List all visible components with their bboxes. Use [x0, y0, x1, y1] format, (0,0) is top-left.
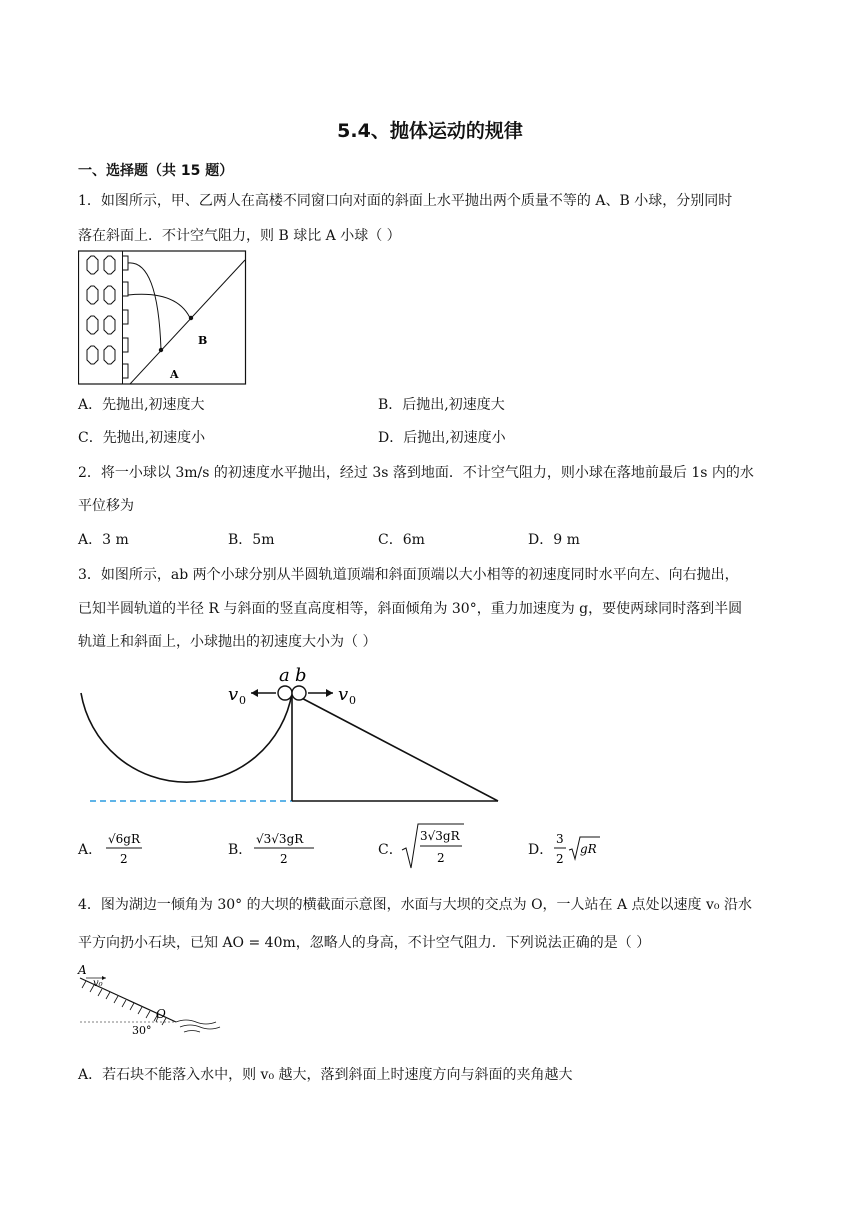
- q4-stem-line1: 4．图为湖边一倾角为 30° 的大坝的横截面示意图，水面与大坝的交点为 O，一人站在 A 点处以速度 v₀ 沿水: [78, 897, 752, 913]
- q4-option-a: A．若石块不能落入水中，则 v₀ 越大，落到斜面上时速度方向与斜面的夹角越大: [78, 1067, 573, 1083]
- q4-stem-line2: 平方向扔小石块，已知 AO = 40m，忽略人的身高，不计空气阻力．下列说法正确的是（ ）: [78, 935, 651, 951]
- q3-opt-a-num: √6gR: [108, 832, 140, 846]
- q1-label-a: A: [170, 368, 179, 381]
- q3-label-b: b: [295, 665, 307, 686]
- q3-opt-c-den: 2: [437, 851, 445, 865]
- q3-opt-c-num: 3√3gR: [420, 829, 460, 843]
- q1-ball-b: [189, 316, 193, 320]
- q3-stem-line3: 轨道上和斜面上，小球抛出的初速度大小为（ ）: [78, 634, 377, 650]
- q3-option-a-formula: [102, 826, 146, 870]
- q3-label-v-left-sub: 0: [239, 694, 246, 707]
- q1-label-b: B: [198, 334, 208, 347]
- q3-semicircle-track: [81, 693, 292, 782]
- page-title: 5.4、抛体运动的规律: [337, 120, 523, 142]
- q2-option-a: A．3 m: [78, 532, 129, 548]
- q3-stem-line2: 已知半圆轨道的半径 R 与斜面的竖直高度相等，斜面倾角为 30°，重力加速度为 g，要使两球同时落到半圆: [78, 601, 743, 617]
- q3-option-c-letter: C．: [378, 842, 403, 858]
- q1-option-d: D．后抛出,初速度小: [378, 430, 506, 446]
- q2-stem-line1: 2．将一小球以 3m/s 的初速度水平抛出，经过 3s 落到地面．不计空气阻力，则小球在落地前最后 1s 内的水: [78, 465, 754, 481]
- q3-stem-line1: 3．如图所示，ab 两个小球分别从半圆轨道顶端和斜面顶端以大小相等的初速度同时水平向左、向右抛出，: [78, 567, 739, 583]
- q4-water-wave-1: [176, 1020, 216, 1024]
- q3-ball-b: [292, 686, 306, 700]
- q3-arrowhead-left: [251, 689, 258, 697]
- q3-opt-b-den: 2: [280, 852, 288, 866]
- q1-trajectory-a: [128, 263, 161, 350]
- q4-label-a: A: [78, 963, 87, 977]
- q2-option-c: C．6m: [378, 532, 425, 548]
- q1-ball-a: [159, 348, 163, 352]
- q1-building: [79, 251, 123, 384]
- q1-incline: [130, 260, 245, 384]
- q1-figure-frame: [79, 251, 246, 384]
- q4-label-v0: v₀: [93, 978, 103, 989]
- q1-figure: [78, 250, 248, 386]
- q1-stem-line2: 落在斜面上．不计空气阻力，则 B 球比 A 小球（ ）: [78, 228, 401, 244]
- q3-opt-a-den: 2: [120, 852, 128, 866]
- q4-water-wave-2: [180, 1025, 220, 1029]
- q4-figure: [76, 962, 226, 1036]
- q3-option-d-formula: [552, 826, 602, 870]
- q3-figure: [78, 662, 508, 810]
- q3-label-v-right: v: [338, 684, 349, 705]
- q4-label-angle: 30°: [132, 1024, 152, 1036]
- q3-opt-b-num: √3√3gR: [256, 832, 304, 846]
- q1-trajectory-b: [128, 294, 191, 320]
- section-heading: 一、选择题（共 15 题）: [78, 163, 234, 179]
- q2-option-b: B．5m: [228, 532, 275, 548]
- q3-opt-d-den: 2: [556, 852, 564, 866]
- q3-opt-d-root: gR: [580, 842, 597, 856]
- q4-label-o: O: [156, 1007, 166, 1021]
- q3-option-a-letter: A．: [78, 842, 103, 858]
- q3-option-c-formula: [400, 822, 466, 872]
- q3-opt-d-num: 3: [556, 832, 564, 846]
- q1-option-b: B．后抛出,初速度大: [378, 397, 505, 413]
- q3-option-b-letter: B．: [228, 842, 253, 858]
- q2-stem-line2: 平位移为: [78, 498, 134, 514]
- q3-option-d-letter: D．: [528, 842, 554, 858]
- q3-ball-a: [278, 686, 292, 700]
- q2-option-d: D．9 m: [528, 532, 580, 548]
- q3-label-v-left: v: [228, 684, 239, 705]
- q3-arrowhead-right: [326, 689, 333, 697]
- q1-option-a: A．先抛出,初速度大: [78, 397, 205, 413]
- q3-option-b-formula: [252, 826, 316, 870]
- q1-stem-line1: 1．如图所示，甲、乙两人在高楼不同窗口向对面的斜面上水平抛出两个质量不等的 A、B 小球，分别同时: [78, 193, 733, 209]
- q3-label-a: a: [279, 665, 290, 686]
- q3-incline-slope: [292, 693, 498, 801]
- q1-building-windows: [87, 256, 128, 378]
- q3-label-v-right-sub: 0: [349, 694, 356, 707]
- q1-option-c: C．先抛出,初速度小: [78, 430, 206, 446]
- q4-water-wave-3: [184, 1031, 200, 1033]
